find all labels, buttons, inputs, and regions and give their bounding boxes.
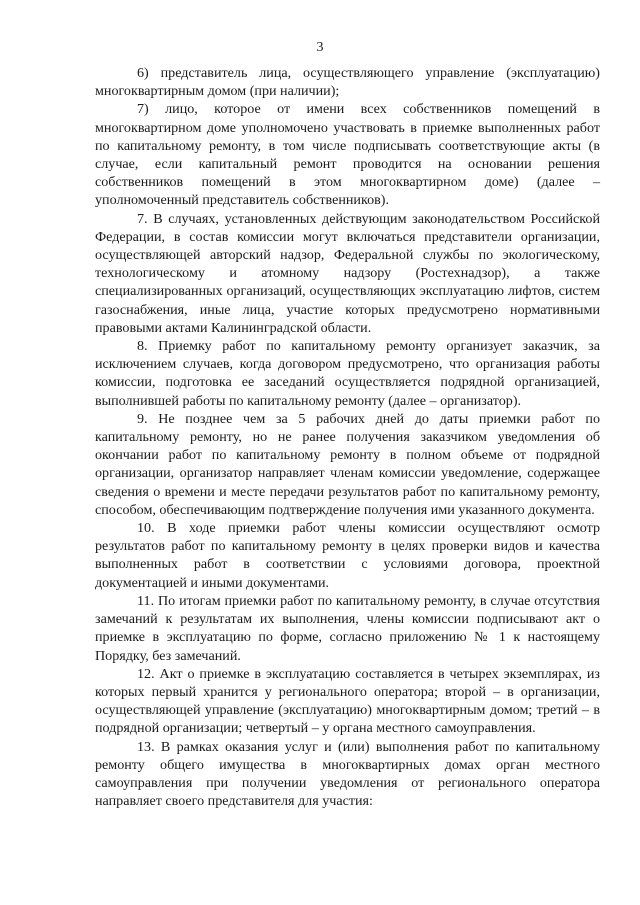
paragraph-8: 8. Приемку работ по капитальному ремонту организует заказчик, за исключением случаев, когда договором предусмотрено, что организация работы комиссии, подготовка ее заседаний осуществляется подрядной организацией, выполнившей работы по капитальному ремонту (далее – организатор). xyxy=(95,338,600,409)
paragraph-12: 12. Акт о приемке в эксплуатацию составляется в четырех экземплярах, из которых первый хранится у регионального оператора; второй – в организации, осуществляющей управление (эксплуатацию) многоквартирным домом; третий – в подрядной организации; четвертый – у органа местного самоуправления. xyxy=(95,665,600,737)
paragraph-11: 11. По итогам приемки работ по капитальному ремонту, в случае отсутствия замечаний к результатам их выполнения, члены комиссии подписывают акт о приемке в эксплуатацию по форме, согласно приложению № 1 к настоящему Порядку, без замечаний. xyxy=(95,592,600,664)
paragraph-9: 9. Не позднее чем за 5 рабочих дней до даты приемки работ по капитальному ремонту, но не ранее получения заказчиком уведомления об окончании работ по капитальному ремонту в полном объеме от подрядной организации, организатор направляет членам комиссии уведомление, содержащее сведения о времени и месте передачи результатов работ по капитальному ремонту, способом, обеспечивающим подтверждение получения ими указанного документа. xyxy=(95,410,600,518)
paragraph-item-6: 6) представитель лица, осуществляющего управление (эксплуатацию) многоквартирным домом (при наличии); xyxy=(95,65,600,100)
document-body xyxy=(95,64,600,810)
paragraph-item-7: 7) лицо, которое от имени всех собственников помещений в многоквартирном доме уполномочено участвовать в приемке выполненных работ по капитальному ремонту, в том числе подписывать соответствующие акты (в случае, если капитальный ремонт проводится на основании решения собственников помещений в этом многоквартирном доме) (далее – уполномоченный представитель собственников). xyxy=(95,101,600,209)
page-number: 3 xyxy=(316,40,324,55)
paragraph-10: 10. В ходе приемки работ члены комиссии осуществляют осмотр результатов работ по капитальному ремонту в целях проверки видов и качества выполненных работ в соответствии с условиями договора, проектной документацией и иными документами. xyxy=(95,520,600,591)
paragraph-13: 13. В рамках оказания услуг и (или) выполнения работ по капитальному ремонту общего имущества в многоквартирных домах орган местного самоуправления при получении уведомления от регионального оператора направляет своего представителя для участия: xyxy=(95,738,600,810)
paragraph-7: 7. В случаях, установленных действующим законодательством Российской Федерации, в состав комиссии могут включаться представители организации, осуществляющей авторский надзор, Федеральной службы по экологическому, технологическому и атомному надзору (Ростехнадзор), а также специализированных организаций, осуществляющих эксплуатацию лифтов, систем газоснабжения, иные лица, участие которых предусмотрено нормативными правовыми актами Калининградской области. xyxy=(95,210,600,336)
